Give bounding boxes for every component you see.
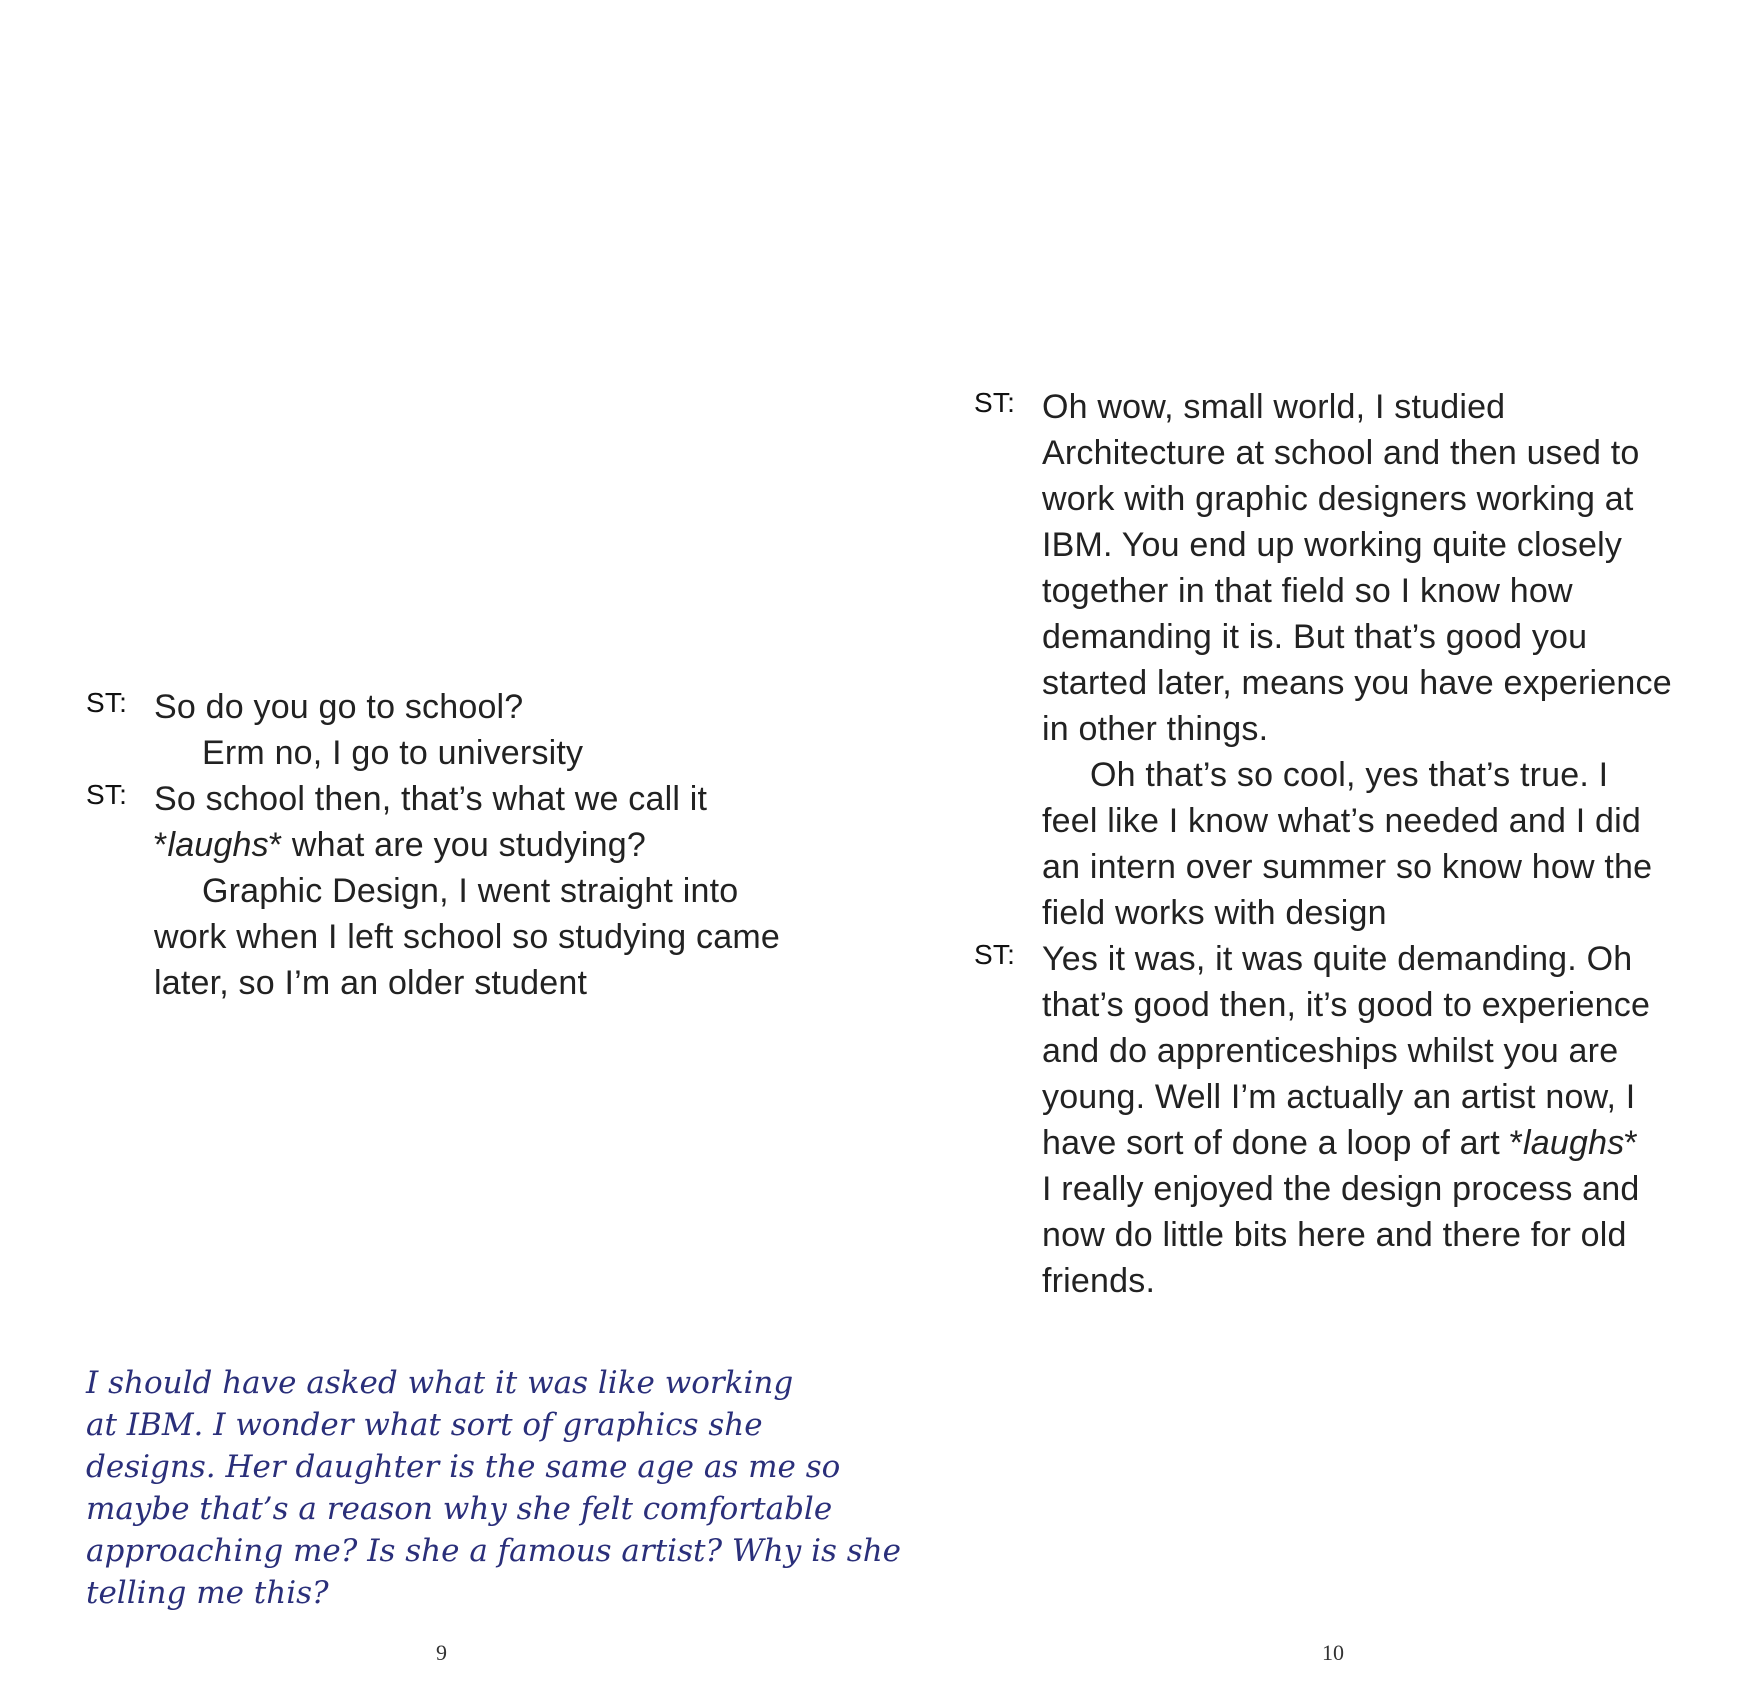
speaker-label: ST: — [86, 779, 128, 810]
dialogue-text: together in that field so I know how — [1042, 572, 1573, 610]
dialogue-text: that’s good then, it’s good to experience — [1042, 986, 1651, 1024]
dialogue-text: So school then, that’s what we call it — [154, 780, 708, 818]
page-number: 9 — [436, 1640, 447, 1665]
dialogue-text: Graphic Design, I went straight into — [202, 872, 739, 910]
dialogue-text: later, so I’m an older student — [154, 964, 588, 1002]
dialogue-line-reply — [86, 730, 806, 776]
reflection-note — [86, 1362, 902, 1614]
note-line: telling me this? — [86, 1575, 329, 1611]
dialogue-text: now do little bits here and there for old — [1042, 1216, 1627, 1254]
dialogue-block — [86, 684, 806, 1006]
note-line: designs. Her daughter is the same age as me so — [86, 1449, 841, 1485]
speaker-label: ST: — [974, 387, 1016, 418]
dialogue-text: in other things. — [1042, 710, 1269, 748]
note-line: at IBM. I wonder what sort of graphics she — [86, 1407, 763, 1443]
dialogue-line-st — [86, 776, 806, 868]
dialogue-text: Oh wow, small world, I studied — [1042, 388, 1506, 426]
note-line: I should have asked what it was like working — [86, 1365, 794, 1401]
speaker-label: ST: — [974, 939, 1016, 970]
dialogue-text: Yes it was, it was quite demanding. Oh — [1042, 940, 1633, 978]
dialogue-text: So do you go to school? — [154, 688, 524, 726]
dialogue-text: work when I left school so studying came — [154, 918, 780, 956]
dialogue-text: started later, means you have experience — [1042, 664, 1672, 702]
dialogue-text: IBM. You end up working quite closely — [1042, 526, 1623, 564]
speaker-label: ST: — [86, 687, 128, 718]
dialogue-text: field works with design — [1042, 894, 1387, 932]
dialogue-text: young. Well I’m actually an artist now, I — [1042, 1078, 1636, 1116]
dialogue-block — [974, 384, 1694, 1304]
dialogue-line-st — [86, 684, 806, 730]
dialogue-line-reply — [974, 752, 1694, 936]
dialogue-text: feel like I know what’s needed and I did — [1042, 802, 1641, 840]
note-line: approaching me? Is she a famous artist? Why is she — [86, 1533, 902, 1569]
dialogue-text: Architecture at school and then used to — [1042, 434, 1640, 472]
dialogue-line-st — [974, 936, 1694, 1304]
dialogue-text: *laughs* what are you studying? — [154, 826, 646, 864]
dialogue-text: work with graphic designers working at — [1042, 480, 1634, 518]
note-line: maybe that’s a reason why she felt comfortable — [86, 1491, 833, 1527]
dialogue-text: Erm no, I go to university — [202, 734, 584, 772]
dialogue-line-st — [974, 384, 1694, 752]
dialogue-text: friends. — [1042, 1262, 1156, 1300]
dialogue-text: and do apprenticeships whilst you are — [1042, 1032, 1619, 1070]
dialogue-text: demanding it is. But that’s good you — [1042, 618, 1588, 656]
dialogue-line-reply — [86, 868, 806, 1006]
dialogue-text: Oh that’s so cool, yes that’s true. I — [1090, 756, 1609, 794]
right-page — [882, 0, 1764, 1694]
dialogue-text: I really enjoyed the design process and — [1042, 1170, 1640, 1208]
dialogue-text: have sort of done a loop of art *laughs* — [1042, 1124, 1638, 1162]
page-number: 10 — [1322, 1640, 1344, 1665]
dialogue-text: an intern over summer so know how the — [1042, 848, 1653, 886]
